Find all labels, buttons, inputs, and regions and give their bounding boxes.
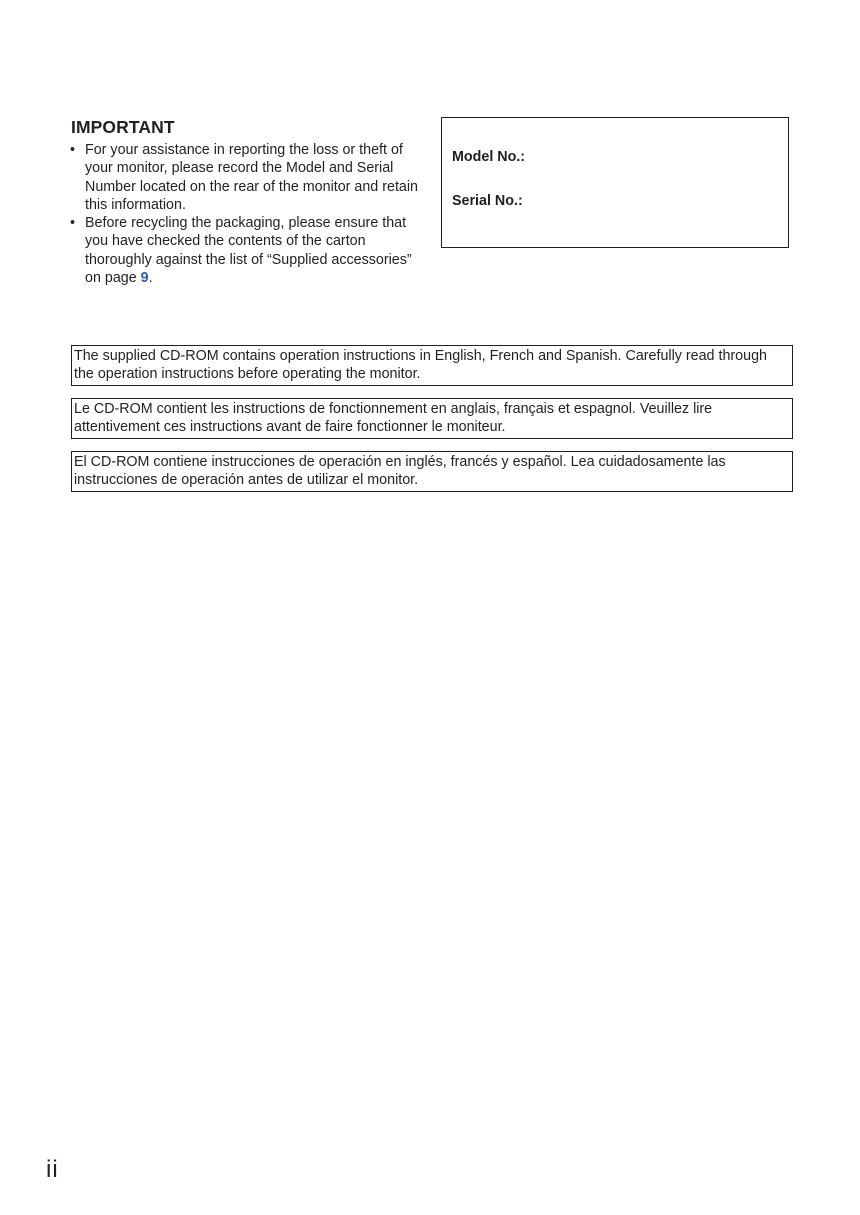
cd-rom-notice-english: The supplied CD-ROM contains operation instructions in English, French and Spanish. Carefully read through the operation instructions before operating the monitor. — [71, 345, 793, 386]
page-reference-link[interactable]: 9 — [140, 270, 149, 287]
cd-rom-notice-spanish: El CD-ROM contiene instrucciones de operación en inglés, francés y español. Lea cuidadosamente las instrucciones de operación antes de utilizar el monitor. — [71, 451, 793, 492]
cd-rom-notice-french: Le CD-ROM contient les instructions de fonctionnement en anglais, français et espagnol. Veuillez lire attentivement ces instructions avant de faire fonctionner le moniteur. — [71, 398, 793, 439]
serial-number-label: Serial No.: — [452, 193, 523, 209]
bullet-text-end: . — [148, 270, 153, 287]
model-serial-record-box — [441, 117, 789, 248]
model-number-label: Model No.: — [452, 149, 526, 165]
bullet-text: Before recycling the packaging, please ensure that you have checked the contents of the carton thoroughly against the list of “Supplied accessories” on page — [85, 215, 412, 287]
important-bullet-list — [70, 141, 422, 287]
list-item — [70, 214, 422, 287]
bullet-icon: • — [70, 142, 76, 158]
bullet-icon: • — [70, 215, 76, 232]
bullet-text: For your assistance in reporting the loss or theft of your monitor, please record the Model and Serial Number located on the rear of the monitor and retain this information. — [85, 142, 418, 213]
list-item — [70, 141, 422, 214]
page-number: ii — [46, 1156, 59, 1183]
important-heading: IMPORTANT — [71, 117, 175, 137]
